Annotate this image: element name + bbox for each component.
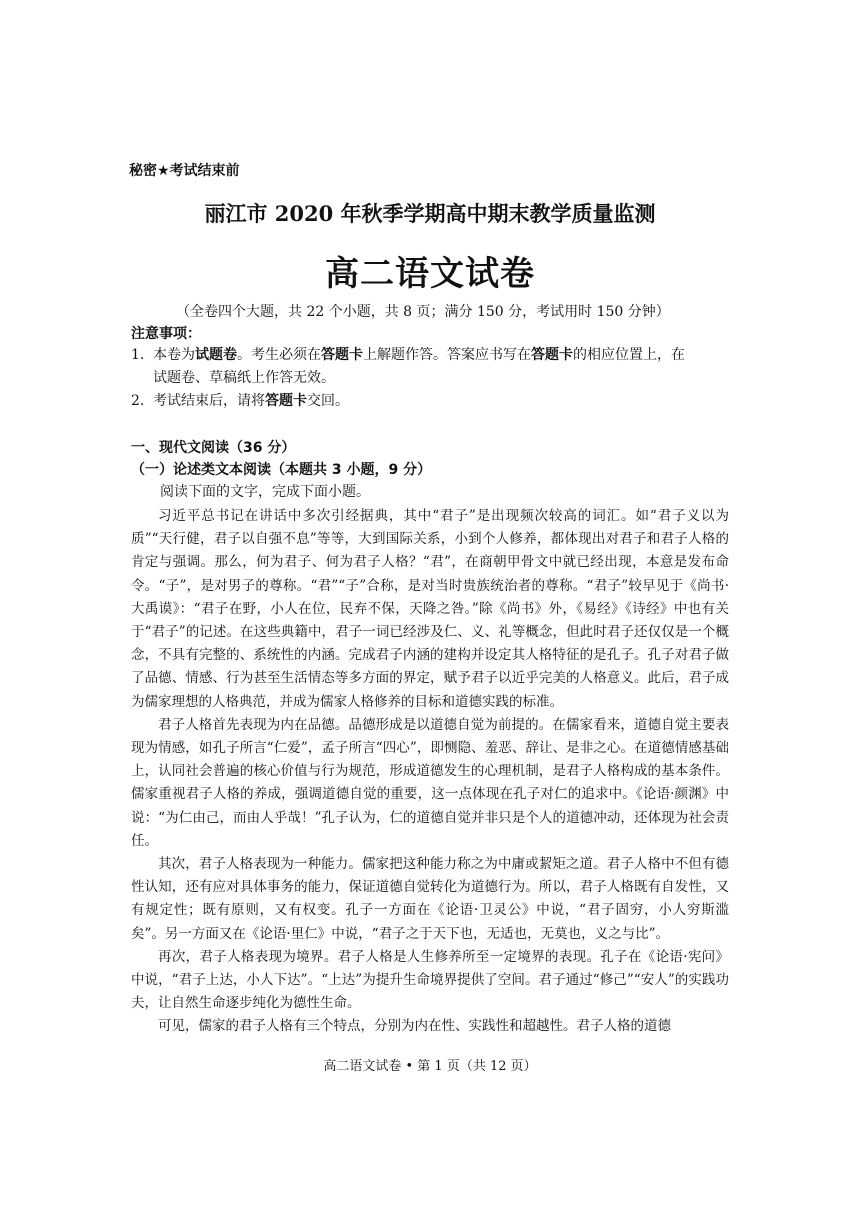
passage-paragraph: 其次，君子人格表现为一种能力。儒家把这种能力称之为中庸或絜矩之道。君子人格中不但有德性认知，还有应对具体事务的能力，保证道德自觉转化为道德行为。所以，君子人格既有自发性，又有规定性；既有原则，又有权变。孔子一方面在《论语·卫灵公》中说，“君子固穷，小人穷斯滥矣”。另一方面又在《论语·里仁》中说，“君子之于天下也，无适也，无莫也，义之与比”。 bbox=[131, 856, 729, 942]
note-text: 。考生必须在 bbox=[237, 347, 321, 363]
note-continuation: 试题卷、草稿纸上作答无效。 bbox=[153, 370, 335, 386]
subsection-title: （一）论述类文本阅读（本题共 3 小题，9 分） bbox=[131, 462, 432, 478]
note-text: 的相应位置上，在 bbox=[573, 347, 685, 363]
note-bold-text: 答题卡 bbox=[321, 347, 363, 363]
note-item-2 bbox=[131, 390, 731, 413]
note-bold-text: 试题卷 bbox=[195, 347, 237, 363]
section-title: 一、现代文阅读（36 分） bbox=[131, 440, 296, 456]
passage-paragraph: 可见，儒家的君子人格有三个特点，分别为内在性、实践性和超越性。君子人格的道德 bbox=[158, 1018, 671, 1035]
note-number: 2. bbox=[131, 393, 145, 409]
note-text: 考试结束后，请将 bbox=[153, 393, 265, 409]
note-bold-text: 答题卡 bbox=[531, 347, 573, 363]
secret-mark: 秘密★考试结束前 bbox=[129, 163, 240, 179]
note-text: 本卷为 bbox=[153, 347, 195, 363]
reading-instruction: 阅读下面的文字，完成下面小题。 bbox=[160, 484, 370, 500]
passage-paragraph: 君子人格首先表现为内在品德。品德形成是以道德自觉为前提的。在儒家看来，道德自觉主要表现为情感，如孔子所言“仁爱”，孟子所言“四心”，即恻隐、羞恶、辞让、是非之心。在道德情感基础上，认同社会普遍的核心价值与行为规范，形成道德发生的心理机制，是君子人格构成的基本条件。儒家重视君子人格的养成，强调道德自觉的重要，这一点体现在孔子对仁的追求中。《论语·颜渊》中说：“为仁由己，而由人乎哉！”孔子认为，仁的道德自觉并非只是个人的道德冲动，还体现为社会责任。 bbox=[131, 716, 729, 849]
note-text: 上解题作答。答案应书写在 bbox=[363, 347, 531, 363]
page-footer: 高二语文试卷 • 第 1 页（共 12 页） bbox=[323, 1059, 537, 1074]
note-bold-text: 答题卡 bbox=[265, 393, 307, 409]
reading-passage bbox=[131, 505, 729, 1039]
passage-paragraph: 再次，君子人格表现为境界。君子人格是人生修养所至一定境界的表现。孔子在《论语·宪问》中说，“君子上达，小人下达”。“上达”为提升生命境界提供了空间。君子通过“修己”“安人”的实践功夫，让自然生命逐步纯化为德性生命。 bbox=[131, 948, 729, 1012]
paper-title: 高二语文试卷 bbox=[325, 254, 535, 294]
note-text: 交回。 bbox=[307, 393, 349, 409]
passage-paragraph: 习近平总书记在讲话中多次引经据典，其中“君子”是出现频次较高的词汇。如“君子义以为质”“天行健，君子以自强不息”等等，大到国际关系，小到个人修养，都体现出对君子和君子人格的肯定与强调。那么，何为君子、何为君子人格？“君”，在商朝甲骨文中就已经出现，本意是发布命令。“子”，是对男子的尊称。“君”“子”合称，是对当时贵族统治者的尊称。“君子”较早见于《尚书·大禹谟》：“君子在野，小人在位，民弃不保，天降之咎。”除《尚书》外，《易经》《诗经》中也有关于“君子”的记述。在这些典籍中，君子一词已经涉及仁、义、礼等概念，但此时君子还仅仅是一个概念，不具有完整的、系统性的内涵。完成君子内涵的建构并设定其人格特征的是孔子。孔子对君子做了品德、情感、行为甚至生活情态等多方面的界定，赋予君子以近乎完美的人格意义。此后，君子成为儒家理想的人格典范，并成为儒家人格修养的目标和道德实践的标准。 bbox=[131, 508, 729, 710]
note-number: 1. bbox=[131, 347, 145, 363]
exam-title: 丽江市 2020 年秋季学期高中期末教学质量监测 bbox=[204, 201, 656, 226]
note-item-1 bbox=[131, 344, 731, 390]
exam-meta: （全卷四个大题，共 22 个小题，共 8 页；满分 150 分，考试用时 150 分钟） bbox=[176, 304, 670, 320]
notes-heading: 注意事项： bbox=[131, 326, 201, 342]
